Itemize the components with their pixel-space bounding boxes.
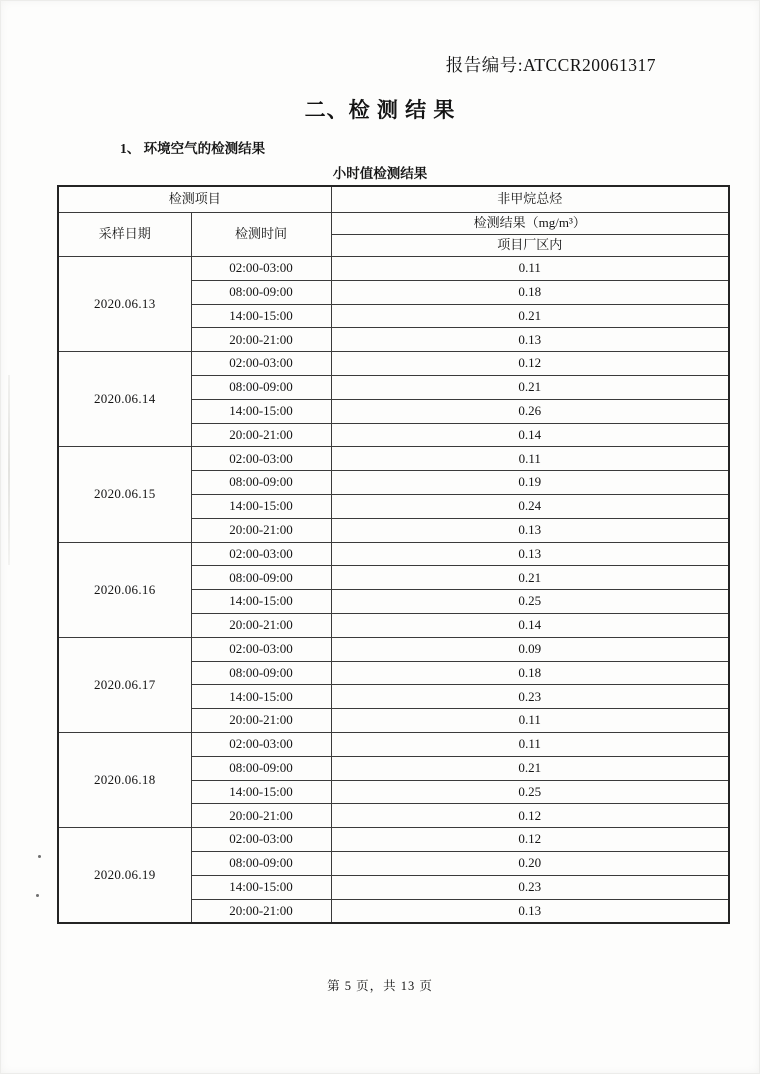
result-value-cell: 0.18 — [331, 280, 729, 304]
table-header-row-2 — [58, 213, 729, 235]
table-header-row-1 — [58, 186, 729, 213]
test-time-cell: 20:00-21:00 — [191, 328, 331, 352]
scan-edge-artifact — [8, 375, 10, 565]
test-time-cell: 20:00-21:00 — [191, 423, 331, 447]
test-time-cell: 08:00-09:00 — [191, 851, 331, 875]
table-row — [58, 828, 729, 852]
test-time-cell: 02:00-03:00 — [191, 447, 331, 471]
test-time-cell: 08:00-09:00 — [191, 566, 331, 590]
test-time-cell: 14:00-15:00 — [191, 875, 331, 899]
header-test-time: 检测时间 — [191, 213, 331, 257]
result-value-cell: 0.11 — [331, 732, 729, 756]
result-value-cell: 0.25 — [331, 590, 729, 614]
table-row — [58, 542, 729, 566]
sample-date-cell: 2020.06.18 — [58, 732, 191, 827]
result-value-cell: 0.13 — [331, 328, 729, 352]
page-title: 二、检 测 结 果 — [304, 98, 456, 122]
result-value-cell: 0.23 — [331, 685, 729, 709]
test-time-cell: 20:00-21:00 — [191, 613, 331, 637]
result-value-cell: 0.13 — [331, 518, 729, 542]
results-table — [57, 185, 730, 924]
result-value-cell: 0.12 — [331, 352, 729, 376]
test-time-cell: 02:00-03:00 — [191, 542, 331, 566]
result-value-cell: 0.14 — [331, 423, 729, 447]
result-value-cell: 0.11 — [331, 447, 729, 471]
test-time-cell: 14:00-15:00 — [191, 780, 331, 804]
test-time-cell: 02:00-03:00 — [191, 257, 331, 281]
sample-date-cell: 2020.06.13 — [58, 257, 191, 352]
result-value-cell: 0.21 — [331, 566, 729, 590]
result-value-cell: 0.12 — [331, 828, 729, 852]
sample-date-cell: 2020.06.19 — [58, 828, 191, 923]
result-value-cell: 0.26 — [331, 399, 729, 423]
header-sample-date: 采样日期 — [58, 213, 191, 257]
sample-date-cell: 2020.06.17 — [58, 637, 191, 732]
table-row — [58, 447, 729, 471]
result-value-cell: 0.13 — [331, 899, 729, 923]
test-time-cell: 20:00-21:00 — [191, 804, 331, 828]
result-value-cell: 0.21 — [331, 375, 729, 399]
result-value-cell: 0.21 — [331, 756, 729, 780]
header-analyte: 非甲烷总烃 — [331, 186, 729, 213]
test-time-cell: 08:00-09:00 — [191, 280, 331, 304]
test-time-cell: 20:00-21:00 — [191, 709, 331, 733]
test-time-cell: 14:00-15:00 — [191, 685, 331, 709]
sample-date-cell: 2020.06.15 — [58, 447, 191, 542]
sample-date-cell: 2020.06.14 — [58, 352, 191, 447]
test-time-cell: 14:00-15:00 — [191, 304, 331, 328]
table-title: 小时值检测结果 — [332, 166, 428, 181]
table-row — [58, 732, 729, 756]
table-row — [58, 637, 729, 661]
test-time-cell: 08:00-09:00 — [191, 471, 331, 495]
result-value-cell: 0.19 — [331, 471, 729, 495]
scan-speck — [38, 855, 41, 858]
result-value-cell: 0.21 — [331, 304, 729, 328]
header-location: 项目厂区内 — [331, 235, 729, 257]
test-time-cell: 02:00-03:00 — [191, 352, 331, 376]
table-row — [58, 257, 729, 281]
result-value-cell: 0.18 — [331, 661, 729, 685]
result-value-cell: 0.25 — [331, 780, 729, 804]
result-value-cell: 0.24 — [331, 494, 729, 518]
header-test-item: 检测项目 — [58, 186, 331, 213]
test-time-cell: 02:00-03:00 — [191, 828, 331, 852]
result-value-cell: 0.20 — [331, 851, 729, 875]
test-time-cell: 02:00-03:00 — [191, 732, 331, 756]
test-time-cell: 02:00-03:00 — [191, 637, 331, 661]
result-value-cell: 0.14 — [331, 613, 729, 637]
sample-date-cell: 2020.06.16 — [58, 542, 191, 637]
test-time-cell: 14:00-15:00 — [191, 494, 331, 518]
page-footer: 第 5 页，共 13 页 — [327, 979, 433, 993]
test-time-cell: 08:00-09:00 — [191, 756, 331, 780]
result-value-cell: 0.23 — [331, 875, 729, 899]
result-value-cell: 0.12 — [331, 804, 729, 828]
report-number: 报告编号:ATCCR20061317 — [445, 55, 656, 75]
result-value-cell: 0.11 — [331, 709, 729, 733]
test-time-cell: 08:00-09:00 — [191, 661, 331, 685]
result-value-cell: 0.09 — [331, 637, 729, 661]
header-result-unit: 检测结果（mg/m³） — [331, 213, 729, 235]
test-time-cell: 20:00-21:00 — [191, 518, 331, 542]
section-heading: 1、 环境空气的检测结果 — [120, 141, 266, 156]
test-time-cell: 20:00-21:00 — [191, 899, 331, 923]
table-row — [58, 352, 729, 376]
test-time-cell: 14:00-15:00 — [191, 590, 331, 614]
scan-speck — [36, 894, 39, 897]
test-time-cell: 14:00-15:00 — [191, 399, 331, 423]
result-value-cell: 0.13 — [331, 542, 729, 566]
test-time-cell: 08:00-09:00 — [191, 375, 331, 399]
result-value-cell: 0.11 — [331, 257, 729, 281]
